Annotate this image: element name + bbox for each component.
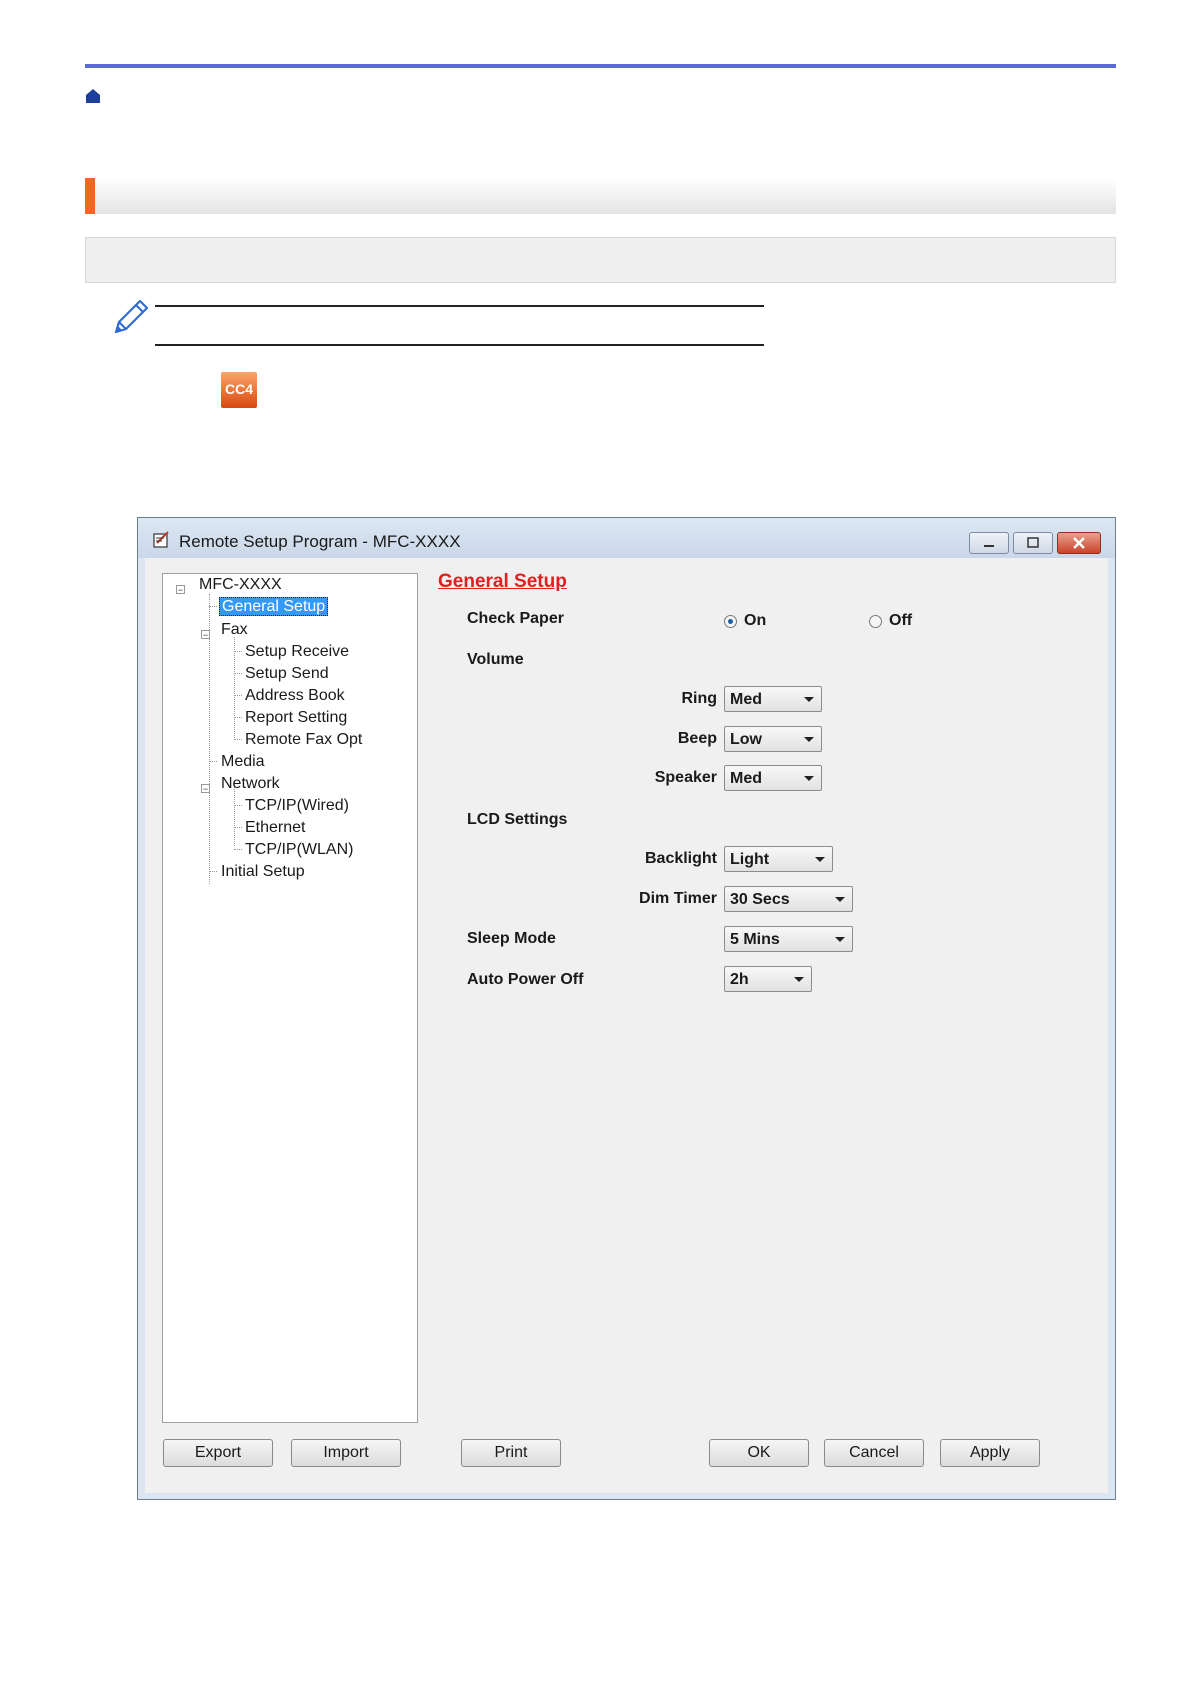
dropdown-arrow-icon [804, 697, 814, 702]
tree-item-network[interactable]: Network [221, 775, 280, 792]
sleep-mode-label: Sleep Mode [467, 930, 556, 947]
tree-item-fax[interactable]: Fax [221, 621, 248, 638]
home-icon[interactable] [85, 88, 101, 104]
tree-line [209, 606, 217, 607]
maximize-icon [1014, 533, 1052, 553]
tree-item-remote-fax-opt[interactable]: Remote Fax Opt [245, 731, 363, 748]
tree-item-address-book[interactable]: Address Book [245, 687, 345, 704]
beep-select[interactable]: Low [724, 726, 822, 752]
print-button[interactable]: Print [461, 1439, 561, 1467]
tree-line [234, 849, 242, 850]
ok-button[interactable]: OK [709, 1439, 809, 1467]
remote-setup-app-icon [153, 530, 171, 548]
tree-line [209, 871, 217, 872]
dropdown-arrow-icon [835, 937, 845, 942]
tree-line [234, 739, 242, 740]
cancel-button[interactable]: Cancel [824, 1439, 924, 1467]
dropdown-arrow-icon [815, 857, 825, 862]
import-button[interactable]: Import [291, 1439, 401, 1467]
tree-line [234, 651, 242, 652]
tree-item-setup-receive[interactable]: Setup Receive [245, 643, 350, 660]
auto-power-off-select[interactable]: 2h [724, 966, 812, 992]
check-paper-label: Check Paper [467, 610, 564, 627]
tree-line [234, 827, 242, 828]
export-button[interactable]: Export [163, 1439, 273, 1467]
speaker-select[interactable]: Med [724, 765, 822, 791]
tree-item-tcpip-wlan[interactable]: TCP/IP(WLAN) [245, 841, 354, 858]
tree-item-report-setting[interactable]: Report Setting [245, 709, 348, 726]
maximize-button[interactable] [1013, 532, 1053, 554]
note-rule-top [155, 305, 764, 307]
collapse-icon[interactable]: − [202, 630, 209, 640]
tree-line [234, 805, 242, 806]
collapse-icon[interactable]: − [177, 585, 184, 595]
dropdown-arrow-icon [804, 776, 814, 781]
tree-item-ethernet[interactable]: Ethernet [245, 819, 306, 836]
ring-label: Ring [681, 690, 717, 707]
tree-item-media[interactable]: Media [221, 753, 265, 770]
tree-item-setup-send[interactable]: Setup Send [245, 665, 329, 682]
window-client-area [145, 558, 1108, 1493]
dropdown-arrow-icon [794, 977, 804, 982]
minimize-icon [970, 533, 1008, 553]
close-button[interactable] [1057, 532, 1101, 554]
dropdown-arrow-icon [835, 897, 845, 902]
svg-text:CC4: CC4 [224, 381, 254, 397]
check-paper-on-radio[interactable] [724, 615, 737, 628]
tree-line [234, 717, 242, 718]
top-rule [85, 64, 1116, 68]
check-paper-off-radio[interactable] [869, 615, 882, 628]
dim-timer-select[interactable]: 30 Secs [724, 886, 853, 912]
section-header [85, 178, 1116, 214]
beep-label: Beep [677, 730, 717, 747]
collapse-icon[interactable]: − [202, 784, 209, 794]
backlight-select[interactable]: Light [724, 846, 833, 872]
note-rule-bottom [155, 344, 764, 346]
dropdown-arrow-icon [804, 737, 814, 742]
pencil-note-icon [110, 298, 150, 338]
close-icon [1058, 533, 1100, 553]
section-accent-bar [85, 178, 95, 214]
title-bar[interactable] [138, 518, 1115, 558]
apply-button[interactable]: Apply [940, 1439, 1040, 1467]
tree-line [234, 695, 242, 696]
backlight-label: Backlight [644, 850, 717, 867]
tree-item-general-setup[interactable]: General Setup [219, 598, 328, 616]
speaker-label: Speaker [654, 769, 717, 786]
tree-item-tcpip-wired[interactable]: TCP/IP(Wired) [245, 797, 349, 814]
tree-root[interactable]: MFC-XXXX [199, 576, 282, 593]
auto-power-off-label: Auto Power Off [467, 971, 584, 988]
controlcenter-app-icon[interactable] [221, 372, 257, 408]
ring-select[interactable]: Med [724, 686, 822, 712]
sleep-mode-select[interactable]: 5 Mins [724, 926, 853, 952]
tree-line [234, 637, 235, 740]
tree-line [234, 673, 242, 674]
settings-tree[interactable] [162, 573, 418, 1423]
tree-item-initial-setup[interactable]: Initial Setup [221, 863, 305, 880]
tree-line [209, 761, 217, 762]
related-info-box [85, 237, 1116, 283]
volume-label: Volume [467, 651, 524, 668]
minimize-button[interactable] [969, 532, 1009, 554]
lcd-settings-label: LCD Settings [467, 811, 568, 828]
remote-setup-window [137, 517, 1116, 1500]
panel-title: General Setup [438, 571, 567, 592]
dim-timer-label: Dim Timer [639, 890, 717, 907]
check-paper-off-label[interactable]: Off [889, 612, 913, 629]
check-paper-on-label[interactable]: On [744, 612, 767, 629]
window-title: Remote Setup Program - MFC-XXXX [179, 532, 461, 551]
